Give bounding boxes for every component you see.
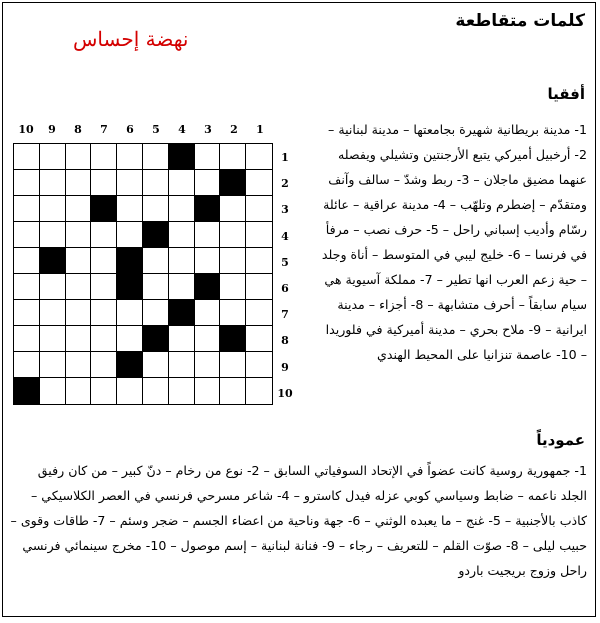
grid-cell-black xyxy=(143,222,169,248)
grid-cell[interactable] xyxy=(246,352,272,378)
grid-cell[interactable] xyxy=(66,170,92,196)
grid-cell[interactable] xyxy=(40,274,66,300)
grid-cell[interactable] xyxy=(117,378,143,404)
grid-cell[interactable] xyxy=(91,222,117,248)
grid-cell[interactable] xyxy=(14,144,40,170)
grid-cell[interactable] xyxy=(143,248,169,274)
grid-cell-black xyxy=(195,196,221,222)
grid-cell[interactable] xyxy=(220,248,246,274)
grid-cell[interactable] xyxy=(117,326,143,352)
grid-cell[interactable] xyxy=(117,144,143,170)
row-number: 3 xyxy=(281,203,289,217)
grid-cell[interactable] xyxy=(220,222,246,248)
grid-cell[interactable] xyxy=(195,248,221,274)
grid-cell[interactable] xyxy=(143,300,169,326)
column-number: 4 xyxy=(178,123,186,136)
grid-cell[interactable] xyxy=(40,300,66,326)
across-clues: 1- مدينة بريطانية شهيرة بجامعتها – مدينة لبنانية – 2- أرخبيل أميركي يتبع الأرجنتين وتشيلي ويفصله عنهما مضيق ماجلان – 3- ربط وشدّ – سالف وآنف ومتقدّم – إضطرم وتلهّب – 4- مدينة عراقية – عائلة رسّام وأديب إسباني راحل – 5- حرف نصب – مرفأ في فرنسا – 6- خليج ليبي في المتوسط – أناة وجلد – حية زعم العرب انها تطير – 7- مملكة آسيوية هي سيام سابقاً – أحرف متشابهة – 8- أجزاء – مدينة ايرانية – 9- ملاح بحري – مدينة أميركية في فلوريدا – 10- عاصمة تنزانيا على المحيط الهندي xyxy=(321,122,587,362)
grid-cell[interactable] xyxy=(169,274,195,300)
grid-cell[interactable] xyxy=(246,248,272,274)
grid-cell[interactable] xyxy=(195,300,221,326)
grid-cell-black xyxy=(220,326,246,352)
grid-cell[interactable] xyxy=(14,196,40,222)
grid-cell[interactable] xyxy=(14,300,40,326)
column-number: 1 xyxy=(256,123,264,136)
column-number: 2 xyxy=(230,123,238,136)
grid-cell[interactable] xyxy=(14,326,40,352)
grid-cell[interactable] xyxy=(246,274,272,300)
grid-cell[interactable] xyxy=(143,170,169,196)
grid-cell-black xyxy=(195,274,221,300)
grid-cell-black xyxy=(91,196,117,222)
grid-cell-black xyxy=(169,300,195,326)
grid-cell-black xyxy=(14,378,40,404)
grid-cell[interactable] xyxy=(246,300,272,326)
grid-cell[interactable] xyxy=(66,274,92,300)
grid-cell[interactable] xyxy=(66,352,92,378)
grid-cell[interactable] xyxy=(169,170,195,196)
grid-cell[interactable] xyxy=(117,196,143,222)
grid-cell[interactable] xyxy=(246,378,272,404)
grid-cell[interactable] xyxy=(14,274,40,300)
grid-cell[interactable] xyxy=(195,352,221,378)
grid-cell[interactable] xyxy=(40,196,66,222)
across-heading: أفقيا xyxy=(547,85,585,103)
grid-cell[interactable] xyxy=(40,352,66,378)
grid-cell-black xyxy=(117,352,143,378)
grid-cell[interactable] xyxy=(91,378,117,404)
grid-cell[interactable] xyxy=(66,222,92,248)
grid-cell[interactable] xyxy=(14,352,40,378)
grid-cell[interactable] xyxy=(246,144,272,170)
row-number: 2 xyxy=(281,177,289,191)
grid-cell[interactable] xyxy=(143,196,169,222)
row-number: 9 xyxy=(281,360,289,374)
grid-cell[interactable] xyxy=(117,300,143,326)
grid-cell[interactable] xyxy=(66,378,92,404)
grid-cell[interactable] xyxy=(40,326,66,352)
grid-cell[interactable] xyxy=(66,326,92,352)
grid-cell[interactable] xyxy=(220,144,246,170)
grid-cell[interactable] xyxy=(91,300,117,326)
crossword-page xyxy=(2,2,596,617)
grid-cell[interactable] xyxy=(66,196,92,222)
grid-cell[interactable] xyxy=(195,144,221,170)
grid-cell[interactable] xyxy=(40,170,66,196)
grid-cell[interactable] xyxy=(195,170,221,196)
column-number: 5 xyxy=(152,123,160,136)
row-number: 5 xyxy=(281,255,289,269)
grid-cell[interactable] xyxy=(91,326,117,352)
grid-cell-black xyxy=(143,326,169,352)
column-number: 10 xyxy=(18,123,34,136)
brand-logo-text: نهضة إحساس xyxy=(73,27,189,51)
grid-cell[interactable] xyxy=(14,248,40,274)
row-number: 10 xyxy=(277,386,293,400)
grid-cell[interactable] xyxy=(195,326,221,352)
grid-cell-black xyxy=(117,248,143,274)
grid-cell[interactable] xyxy=(40,144,66,170)
grid-cell[interactable] xyxy=(169,326,195,352)
column-number: 6 xyxy=(126,123,134,136)
row-number: 4 xyxy=(281,229,289,243)
grid-cell[interactable] xyxy=(14,222,40,248)
page-title: كلمات متقاطعة xyxy=(455,11,585,31)
grid-cell[interactable] xyxy=(143,144,169,170)
grid-cell[interactable] xyxy=(246,196,272,222)
grid-cell[interactable] xyxy=(14,170,40,196)
grid-cell[interactable] xyxy=(220,300,246,326)
row-number: 8 xyxy=(281,334,289,348)
grid-cell[interactable] xyxy=(66,248,92,274)
grid-cell[interactable] xyxy=(66,300,92,326)
grid-cell[interactable] xyxy=(143,378,169,404)
grid-cell[interactable] xyxy=(169,352,195,378)
grid-cell[interactable] xyxy=(91,352,117,378)
grid-cell[interactable] xyxy=(143,352,169,378)
grid-cell-black xyxy=(117,274,143,300)
grid-cell-black xyxy=(169,144,195,170)
grid-cell[interactable] xyxy=(66,144,92,170)
grid-cell[interactable] xyxy=(246,222,272,248)
grid-cell-black xyxy=(40,248,66,274)
grid-cell[interactable] xyxy=(169,196,195,222)
crossword-grid-area xyxy=(3,3,313,423)
grid-cell[interactable] xyxy=(91,170,117,196)
grid-cell[interactable] xyxy=(40,222,66,248)
crossword-grid xyxy=(13,143,273,405)
grid-cell[interactable] xyxy=(169,378,195,404)
grid-cell[interactable] xyxy=(143,274,169,300)
grid-cell[interactable] xyxy=(169,222,195,248)
column-number: 7 xyxy=(100,123,108,136)
grid-cell[interactable] xyxy=(246,170,272,196)
row-number: 1 xyxy=(281,151,289,164)
grid-cell[interactable] xyxy=(246,326,272,352)
grid-cell-black xyxy=(220,170,246,196)
grid-cell[interactable] xyxy=(91,248,117,274)
column-number: 8 xyxy=(74,123,82,136)
column-number: 3 xyxy=(204,123,212,136)
grid-cell[interactable] xyxy=(220,378,246,404)
row-number: 6 xyxy=(281,282,289,295)
grid-cell[interactable] xyxy=(91,274,117,300)
grid-cell[interactable] xyxy=(195,378,221,404)
grid-cell[interactable] xyxy=(40,378,66,404)
grid-cell[interactable] xyxy=(220,352,246,378)
grid-cell[interactable] xyxy=(117,170,143,196)
down-clues: 1- جمهورية روسية كانت عضواً في الإتحاد السوفياتي السابق – 2- نوع من رخام – دنّ كبير – من كان رفيق الجلد ناعمه – ضابط وسياسي كوبي عزله فيدل كاسترو – 4- شاعر مسرحي فرنسي في العصر الكلاسيكي – كاذب بالأجنبية – 5- غنج – ما يعبده الوثني – 6- جهة وناحية من اعضاء الجسم – ضجر وسئم – 7- طاقات وقوى – حبيب ليلى – 8- صوّت القلم – للتعريف – رجاء – 9- فنانة لبنانية – إسم موصول – 10- مخرج سينمائي فرنسي راحل وزوج بريجيت باردو xyxy=(10,463,587,578)
grid-cell[interactable] xyxy=(195,222,221,248)
row-number: 7 xyxy=(281,308,289,322)
down-heading: عمودياً xyxy=(536,431,585,449)
grid-cell[interactable] xyxy=(169,248,195,274)
grid-cell[interactable] xyxy=(117,222,143,248)
grid-cell[interactable] xyxy=(220,196,246,222)
grid-cell[interactable] xyxy=(220,274,246,300)
grid-cell[interactable] xyxy=(91,144,117,170)
column-number: 9 xyxy=(48,123,56,136)
